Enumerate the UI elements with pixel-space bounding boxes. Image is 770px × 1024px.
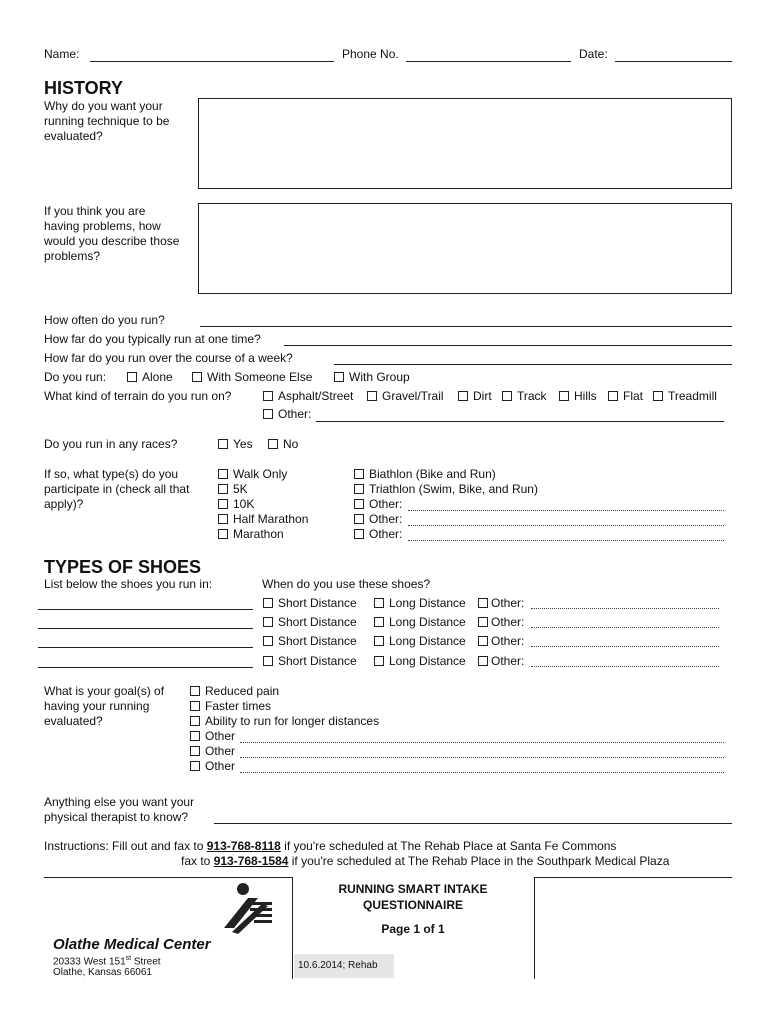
- how-often-field[interactable]: [200, 326, 732, 327]
- shoe-long-checkbox-4[interactable]: [374, 656, 384, 666]
- races-label: Do you run in any races?: [44, 437, 178, 451]
- terrain-flat-label: Flat: [623, 389, 644, 403]
- terrain-gravel-checkbox[interactable]: [367, 391, 377, 401]
- goal-other1-field[interactable]: [240, 742, 724, 743]
- shoe-short-label: Short Distance: [278, 596, 357, 610]
- with-someone-checkbox[interactable]: [192, 372, 202, 382]
- goal-other2-checkbox[interactable]: [190, 746, 200, 756]
- org-address-1: 20333 West 151st Street: [53, 955, 161, 968]
- shoe-other-label: Other:: [491, 634, 525, 648]
- shoe-long-label: Long Distance: [389, 615, 466, 629]
- alone-label: Alone: [142, 370, 173, 384]
- race-other2-field[interactable]: [408, 525, 724, 526]
- race-triathlon-label: Triathlon (Swim, Bike, and Run): [369, 482, 538, 496]
- shoe-name-field-2[interactable]: [38, 628, 253, 629]
- org-name: Olathe Medical Center: [53, 936, 211, 953]
- how-often-label: How often do you run?: [44, 313, 165, 327]
- races-no-checkbox[interactable]: [268, 439, 278, 449]
- goal-faster-checkbox[interactable]: [190, 701, 200, 711]
- goal-other3-label: Other: [205, 759, 236, 773]
- race-types-label: If so, what type(s) do you participate in (check all that apply)?: [44, 467, 190, 511]
- terrain-treadmill-checkbox[interactable]: [653, 391, 663, 401]
- race-other3-checkbox[interactable]: [354, 529, 364, 539]
- instructions-line2: fax to 913-768-1584 if you're scheduled at The Rehab Place in the Southpark Medical Plaza: [181, 854, 670, 868]
- shoe-short-label: Short Distance: [278, 634, 357, 648]
- shoe-long-label: Long Distance: [389, 596, 466, 610]
- races-no-label: No: [283, 437, 299, 451]
- q1-textbox[interactable]: [198, 98, 732, 189]
- terrain-other-field[interactable]: [316, 421, 724, 422]
- terrain-hills-checkbox[interactable]: [559, 391, 569, 401]
- shoe-short-label: Short Distance: [278, 615, 357, 629]
- goal-pain-checkbox[interactable]: [190, 686, 200, 696]
- terrain-gravel-label: Gravel/Trail: [382, 389, 444, 403]
- q2-textbox[interactable]: [198, 203, 732, 294]
- races-yes-checkbox[interactable]: [218, 439, 228, 449]
- fax1-link: 913-768-8118: [206, 839, 281, 853]
- race-other2-checkbox[interactable]: [354, 514, 364, 524]
- goal-pain-label: Reduced pain: [205, 684, 280, 698]
- alone-checkbox[interactable]: [127, 372, 137, 382]
- shoe-long-checkbox-2[interactable]: [374, 617, 384, 627]
- anything-field[interactable]: [214, 823, 732, 824]
- shoe-long-checkbox-3[interactable]: [374, 636, 384, 646]
- race-5k-label: 5K: [233, 482, 248, 496]
- shoe-short-checkbox-4[interactable]: [263, 656, 273, 666]
- goal-other1-label: Other: [205, 729, 236, 743]
- race-marathon-label: Marathon: [233, 527, 284, 541]
- race-5k-checkbox[interactable]: [218, 484, 228, 494]
- goal-other2-field[interactable]: [240, 757, 724, 758]
- shoe-short-checkbox-1[interactable]: [263, 598, 273, 608]
- how-far-week-field[interactable]: [334, 364, 732, 365]
- shoe-other-checkbox-2[interactable]: [478, 617, 488, 627]
- history-title: HISTORY: [44, 78, 124, 98]
- race-other2-label: Other:: [369, 512, 403, 526]
- terrain-dirt-checkbox[interactable]: [458, 391, 468, 401]
- terrain-flat-checkbox[interactable]: [608, 391, 618, 401]
- goal-other3-checkbox[interactable]: [190, 761, 200, 771]
- race-other1-checkbox[interactable]: [354, 499, 364, 509]
- shoe-short-checkbox-2[interactable]: [263, 617, 273, 627]
- shoe-long-label: Long Distance: [389, 654, 466, 668]
- phone-field[interactable]: [406, 61, 571, 62]
- goal-other1-checkbox[interactable]: [190, 731, 200, 741]
- shoe-other-field-1[interactable]: [531, 608, 719, 609]
- goal-other2-label: Other: [205, 744, 236, 758]
- revision-label: 10.6.2014; Rehab: [294, 954, 394, 978]
- org-address-2: Olathe, Kansas 66061: [53, 967, 152, 978]
- race-other3-label: Other:: [369, 527, 403, 541]
- shoe-short-checkbox-3[interactable]: [263, 636, 273, 646]
- race-walk-label: Walk Only: [233, 467, 288, 481]
- shoes-when-label: When do you use these shoes?: [262, 577, 431, 591]
- terrain-other-checkbox[interactable]: [263, 409, 273, 419]
- terrain-treadmill-label: Treadmill: [668, 389, 717, 403]
- shoe-other-field-3[interactable]: [531, 646, 719, 647]
- race-10k-checkbox[interactable]: [218, 499, 228, 509]
- shoe-long-label: Long Distance: [389, 634, 466, 648]
- race-10k-label: 10K: [233, 497, 255, 511]
- shoes-list-label: List below the shoes you run in:: [44, 577, 213, 591]
- race-marathon-checkbox[interactable]: [218, 529, 228, 539]
- footer-divider-1: [292, 877, 293, 979]
- race-biathlon-label: Biathlon (Bike and Run): [369, 467, 496, 481]
- terrain-other-label: Other:: [278, 407, 312, 421]
- shoe-other-field-2[interactable]: [531, 627, 719, 628]
- anything-label: Anything else you want your physical therapist to know?: [44, 795, 195, 824]
- terrain-hills-label: Hills: [574, 389, 597, 403]
- race-walk-checkbox[interactable]: [218, 469, 228, 479]
- with-someone-label: With Someone Else: [207, 370, 313, 384]
- shoe-other-field-4[interactable]: [531, 666, 719, 667]
- terrain-label: What kind of terrain do you run on?: [44, 389, 232, 403]
- with-group-label: With Group: [349, 370, 410, 384]
- how-far-week-label: How far do you run over the course of a week?: [44, 351, 293, 365]
- q2-label: If you think you are having problems, how would you describe those problems?: [44, 204, 180, 263]
- q1-label: Why do you want your running technique to be evaluated?: [44, 99, 170, 143]
- do-you-run-label: Do you run:: [44, 370, 107, 384]
- goals-label: What is your goal(s) of having your running evaluated?: [44, 684, 165, 728]
- race-other1-label: Other:: [369, 497, 403, 511]
- shoe-name-field-3[interactable]: [38, 647, 253, 648]
- shoe-long-checkbox-1[interactable]: [374, 598, 384, 608]
- name-field[interactable]: [90, 61, 334, 62]
- terrain-asphalt-label: Asphalt/Street: [278, 389, 354, 403]
- races-yes-label: Yes: [233, 437, 253, 451]
- shoe-name-field-1[interactable]: [38, 609, 253, 610]
- race-other3-field[interactable]: [408, 540, 724, 541]
- goal-faster-label: Faster times: [205, 699, 272, 713]
- date-field[interactable]: [615, 61, 732, 62]
- race-triathlon-checkbox[interactable]: [354, 484, 364, 494]
- footer-left-rule: [44, 877, 292, 878]
- fax2-link: 913-768-1584: [213, 854, 289, 868]
- shoe-other-label: Other:: [491, 596, 525, 610]
- page-number: Page 1 of 1: [381, 922, 445, 936]
- terrain-dirt-label: Dirt: [473, 389, 492, 403]
- goal-longer-label: Ability to run for longer distances: [205, 714, 380, 728]
- terrain-track-checkbox[interactable]: [502, 391, 512, 401]
- name-label: Name:: [44, 47, 80, 61]
- race-other1-field[interactable]: [408, 510, 724, 511]
- form-title: RUNNING SMART INTAKE QUESTIONNAIRE: [338, 882, 488, 912]
- race-biathlon-checkbox[interactable]: [354, 469, 364, 479]
- shoe-other-checkbox-3[interactable]: [478, 636, 488, 646]
- goal-other3-field[interactable]: [240, 772, 724, 773]
- olathe-logo-icon: [218, 880, 274, 938]
- goal-longer-checkbox[interactable]: [190, 716, 200, 726]
- shoe-other-checkbox-1[interactable]: [478, 598, 488, 608]
- shoe-short-label: Short Distance: [278, 654, 357, 668]
- date-label: Date:: [579, 47, 608, 61]
- how-far-label: How far do you typically run at one time?: [44, 332, 261, 346]
- footer-right-rule: [534, 877, 732, 878]
- phone-label: Phone No.: [342, 47, 399, 61]
- shoes-title: TYPES OF SHOES: [44, 557, 202, 577]
- terrain-asphalt-checkbox[interactable]: [263, 391, 273, 401]
- race-half-label: Half Marathon: [233, 512, 309, 526]
- shoe-other-label: Other:: [491, 615, 525, 629]
- how-far-field[interactable]: [284, 345, 732, 346]
- race-half-checkbox[interactable]: [218, 514, 228, 524]
- with-group-checkbox[interactable]: [334, 372, 344, 382]
- shoe-name-field-4[interactable]: [38, 667, 253, 668]
- terrain-track-label: Track: [517, 389, 547, 403]
- shoe-other-label: Other:: [491, 654, 525, 668]
- instructions-line1: Instructions: Fill out and fax to 913-768-8118 if you're scheduled at The Rehab Place at Santa Fe Commons: [44, 839, 617, 853]
- shoe-other-checkbox-4[interactable]: [478, 656, 488, 666]
- footer-divider-2: [534, 877, 535, 979]
